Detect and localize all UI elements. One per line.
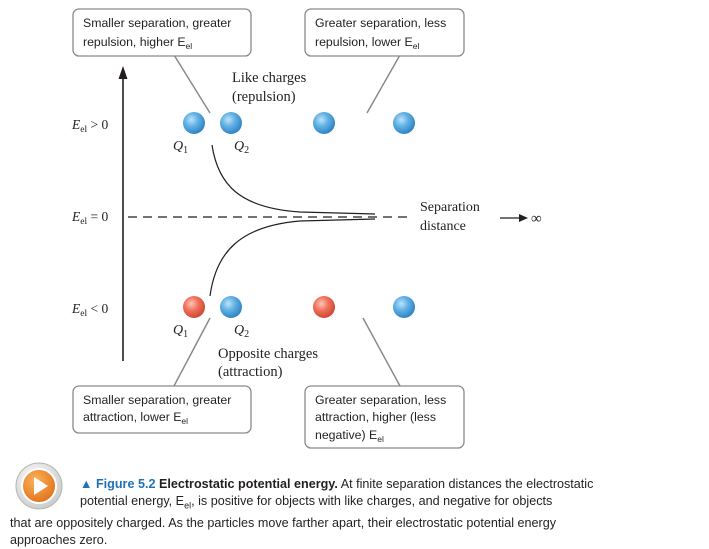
callout-bottom-left-line1: Smaller separation, greater [83,393,232,407]
axis-label-negative: $E_{el} < 0$ [72,301,109,319]
q1-label-top: $Q_1$ [173,139,189,156]
opposite-charges-label: Opposite charges [218,346,318,362]
callout-bottom-left-line2: attraction, lower E [83,410,182,424]
q2-label-top: $Q_2$ [234,139,250,156]
like-charge-q2-close [220,112,242,134]
caption-line2-sub: el [184,500,192,511]
like-charge-q1-far [313,112,335,134]
separation-label-line2: distance [420,219,466,234]
opposite-charge-q2-far [393,296,415,318]
callout-bottom-right-line3: negative) E [315,428,378,442]
opposite-charge-q1-close [183,296,205,318]
q2-label-bottom: $Q_2$ [234,323,250,340]
opposite-charge-q2-close [220,296,242,318]
callout-top-right-line1: Greater separation, less [315,16,447,30]
caption-line4: approaches zero. [10,533,108,548]
caption-line2-pre: potential energy, E [80,494,185,509]
svg-text:Separation distance [420,200,483,234]
separation-arrowhead [519,214,528,222]
callout-pointer-bottom-right [363,318,400,386]
like-charges-label: Like charges [232,70,307,86]
callout-pointer-top-left [174,55,210,113]
callout-top-right-line2: repulsion, lower E [315,35,413,49]
caption-line1: At finite separation distances the electrostatic [337,477,594,491]
q1-label-bottom: $Q_1$ [173,323,189,340]
callout-pointer-top-right [367,55,400,113]
attraction-energy-curve [210,219,375,296]
like-charge-q1-close [183,112,205,134]
figure-title: Electrostatic potential energy. [158,477,338,491]
axis-label-positive: $E_{el} > 0$ [72,117,109,135]
svg-text:Opposite charges (attracti [218,346,322,380]
callout-bottom-right-line2: attraction, higher (less [315,410,436,424]
figure-label: ▲ Figure 5.2 [80,477,156,491]
infinity-symbol: ∞ [531,211,542,227]
caption-line3: that are oppositely charged. As the particles move farther apart, their electrostatic potential energy [10,515,557,530]
repulsion-energy-curve [212,145,375,214]
callout-top-left-line2: repulsion, higher E [83,35,186,49]
callout-bottom-left-sub: el [181,416,189,426]
figure-caption [10,476,650,549]
like-charges-sublabel: (repulsion) [232,89,296,105]
caption-line2-post: , is positive for objects with like charges, and negative for objects [191,494,553,509]
like-charge-q2-far [393,112,415,134]
svg-text:Like charges (repulsion) [232,70,310,105]
callout-bottom-right-sub: el [377,434,384,444]
axis-label-zero: $E_{el} = 0$ [72,209,109,227]
opposite-charge-q1-far [313,296,335,318]
opposite-charges-sublabel: (attraction) [218,364,283,380]
energy-axis-arrowhead [119,66,128,79]
callout-top-right-sub: el [412,41,420,51]
separation-label-line1: Separation [420,200,480,215]
callout-top-left-sub: el [185,41,193,51]
callout-bottom-right-line1: Greater separation, less [315,393,447,407]
callout-top-left-line1: Smaller separation, greater [83,16,232,30]
